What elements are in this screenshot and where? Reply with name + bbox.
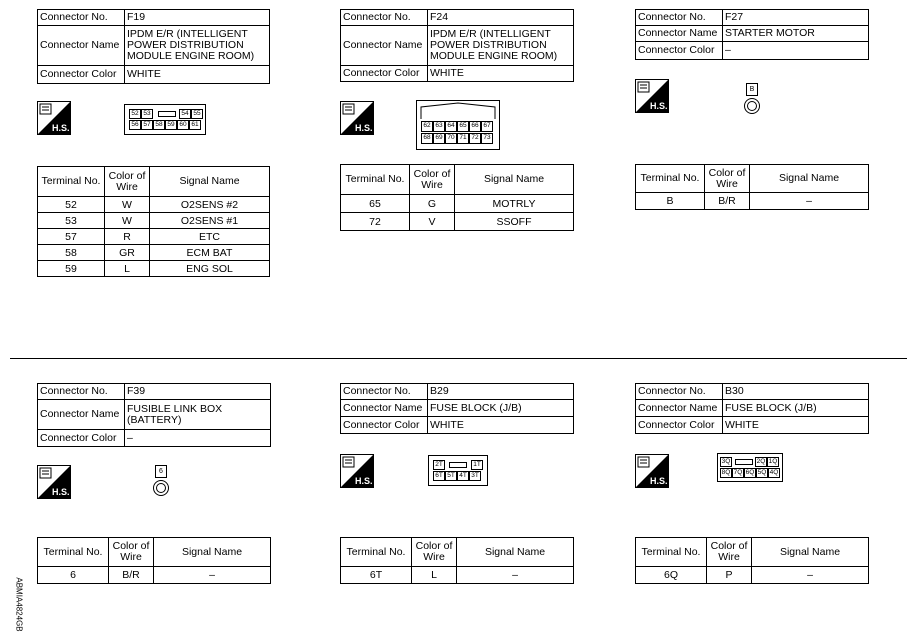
terminal-cell: 6Q: [636, 567, 707, 584]
table-row: [38, 567, 271, 584]
header-color-of-wire: Color of Wire: [707, 538, 752, 567]
header-signal-name: Signal Name: [457, 538, 574, 567]
label-connector-name: Connector Name: [341, 26, 428, 66]
pin-cell: 8Q: [721, 469, 731, 476]
connector-face-diagram: [416, 100, 500, 150]
wire-cell: P: [707, 567, 752, 584]
harness-side-icon: [37, 465, 71, 499]
wire-cell: B/R: [109, 567, 154, 584]
header-signal-name: Signal Name: [455, 165, 574, 195]
terminal-cell: 65: [341, 195, 410, 213]
connector-f24: [340, 9, 576, 239]
pin-cell: 5T: [445, 471, 457, 481]
connector-no-value: F39: [125, 384, 271, 400]
terminal-table: [635, 164, 869, 210]
connector-no-value: F24: [428, 10, 574, 26]
signal-cell: –: [750, 193, 869, 210]
wire-cell: W: [105, 213, 150, 229]
connector-info-table: [37, 9, 270, 84]
connector-b30: [635, 383, 871, 588]
header-color-of-wire: Color of Wire: [412, 538, 457, 567]
wire-cell: R: [105, 229, 150, 245]
table-row: [341, 567, 574, 584]
label-connector-no: Connector No.: [38, 10, 125, 26]
header-color-of-wire: Color of Wire: [105, 167, 150, 197]
harness-side-icon: [340, 454, 374, 488]
connector-housing-outline: [417, 101, 499, 121]
connector-face-diagram: [124, 104, 206, 135]
pin-cell: 59: [165, 120, 177, 130]
terminal-stud-diagram: [742, 83, 762, 114]
terminal-cell: 53: [38, 213, 105, 229]
header-signal-name: Signal Name: [750, 165, 869, 193]
pin-cell: 61: [189, 120, 201, 130]
terminal-table: [37, 537, 271, 584]
svg-text:H.S.: H.S.: [650, 101, 668, 111]
wire-cell: G: [410, 195, 455, 213]
pin-cell: 4T: [457, 471, 469, 481]
connector-color-value: WHITE: [723, 417, 869, 434]
pin-cell: 69: [433, 133, 445, 144]
connector-info-table: [635, 383, 869, 434]
header-terminal-no: Terminal No.: [38, 167, 105, 197]
connector-info-table: [37, 383, 271, 447]
terminal-stud-diagram: [151, 465, 171, 496]
connector-name-value: FUSE BLOCK (J/B): [428, 400, 574, 417]
figure-code: ABMIA4824GB: [14, 577, 24, 632]
table-row: [38, 229, 270, 245]
pin-cell: 58: [153, 120, 165, 130]
connector-f19: [37, 9, 272, 284]
label-connector-color: Connector Color: [341, 417, 428, 434]
terminal-table: [340, 164, 574, 231]
connector-color-value: WHITE: [428, 417, 574, 434]
pin-cell: 6Q: [745, 469, 755, 476]
svg-text:H.S.: H.S.: [355, 123, 373, 133]
wire-cell: GR: [105, 245, 150, 261]
svg-text:H.S.: H.S.: [355, 476, 373, 486]
connector-color-value: WHITE: [428, 66, 574, 82]
wire-cell: W: [105, 197, 150, 213]
pin-cell: 57: [141, 120, 153, 130]
label-connector-color: Connector Color: [636, 42, 723, 60]
terminal-cell: 72: [341, 213, 410, 231]
pin-cell: 1Q: [768, 458, 778, 465]
pin-cell: 67: [481, 121, 493, 132]
connector-no-value: F19: [125, 10, 270, 26]
table-row: [636, 193, 869, 210]
pin-cell: 73: [481, 133, 493, 144]
stud-label: 6: [155, 465, 167, 478]
harness-side-icon: [340, 101, 374, 135]
signal-cell: ENG SOL: [150, 261, 270, 277]
connector-name-value: FUSIBLE LINK BOX (BATTERY): [125, 400, 271, 430]
table-row: [38, 245, 270, 261]
label-connector-color: Connector Color: [38, 430, 125, 447]
pin-cell: 60: [177, 120, 189, 130]
connector-no-value: B30: [723, 384, 869, 400]
connector-name-value: IPDM E/R (INTELLIGENT POWER DISTRIBUTION MODULE ENGINE ROOM): [428, 26, 574, 66]
header-terminal-no: Terminal No.: [341, 538, 412, 567]
pin-cell: 3T: [469, 471, 481, 481]
header-signal-name: Signal Name: [752, 538, 869, 567]
header-color-of-wire: Color of Wire: [109, 538, 154, 567]
connector-info-table: [635, 9, 869, 60]
connector-color-value: –: [723, 42, 869, 60]
connector-no-value: F27: [723, 10, 869, 26]
label-connector-color: Connector Color: [636, 417, 723, 434]
connector-face-diagram: [428, 455, 488, 486]
signal-cell: –: [457, 567, 574, 584]
header-terminal-no: Terminal No.: [38, 538, 109, 567]
connector-info-table: [340, 9, 574, 82]
pin-cell: 72: [469, 133, 481, 144]
harness-side-icon: [635, 454, 669, 488]
header-signal-name: Signal Name: [154, 538, 271, 567]
label-connector-name: Connector Name: [636, 400, 723, 417]
terminal-cell: 57: [38, 229, 105, 245]
label-connector-no: Connector No.: [341, 10, 428, 26]
label-connector-name: Connector Name: [636, 26, 723, 42]
key-slot: [449, 462, 467, 468]
label-connector-color: Connector Color: [341, 66, 428, 82]
label-connector-no: Connector No.: [341, 384, 428, 400]
harness-side-icon: [635, 79, 669, 113]
signal-cell: –: [752, 567, 869, 584]
label-connector-name: Connector Name: [38, 400, 125, 430]
table-row: [341, 195, 574, 213]
connector-f27: [635, 9, 871, 214]
terminal-cell: 6: [38, 567, 109, 584]
harness-side-icon: [37, 101, 71, 135]
signal-cell: –: [154, 567, 271, 584]
terminal-table: [37, 166, 270, 277]
pin-cell: 55: [191, 109, 203, 119]
stud-ring-icon: [153, 480, 169, 496]
pin-cell: 52: [129, 109, 141, 119]
terminal-cell: 59: [38, 261, 105, 277]
svg-text:H.S.: H.S.: [52, 487, 70, 497]
signal-cell: ETC: [150, 229, 270, 245]
label-connector-color: Connector Color: [38, 66, 125, 84]
signal-cell: O2SENS #1: [150, 213, 270, 229]
section-divider: [10, 358, 907, 359]
pin-cell: 66: [469, 121, 481, 132]
wire-cell: L: [105, 261, 150, 277]
connector-b29: [340, 383, 576, 588]
connector-face-diagram: [717, 453, 783, 482]
key-slot: [735, 459, 753, 465]
pin-cell: 62: [421, 121, 433, 132]
connector-name-value: STARTER MOTOR: [723, 26, 869, 42]
header-signal-name: Signal Name: [150, 167, 270, 197]
connector-info-table: [340, 383, 574, 434]
table-row: [636, 567, 869, 584]
pin-cell: 65: [457, 121, 469, 132]
signal-cell: ECM BAT: [150, 245, 270, 261]
terminal-cell: 58: [38, 245, 105, 261]
pin-cell: 3Q: [721, 458, 731, 465]
table-row: [38, 197, 270, 213]
stud-ring-icon: [744, 98, 760, 114]
terminal-cell: B: [636, 193, 705, 210]
pin-cell: 70: [445, 133, 457, 144]
table-row: [38, 213, 270, 229]
pin-cell: 56: [129, 120, 141, 130]
pin-cell: 2T: [433, 460, 445, 470]
table-row: [38, 261, 270, 277]
header-terminal-no: Terminal No.: [341, 165, 410, 195]
pin-cell: 71: [457, 133, 469, 144]
signal-cell: O2SENS #2: [150, 197, 270, 213]
connector-no-value: B29: [428, 384, 574, 400]
connector-color-value: WHITE: [125, 66, 270, 84]
wire-cell: V: [410, 213, 455, 231]
header-color-of-wire: Color of Wire: [410, 165, 455, 195]
label-connector-name: Connector Name: [38, 26, 125, 66]
label-connector-no: Connector No.: [636, 10, 723, 26]
table-row: [341, 213, 574, 231]
stud-label: B: [746, 83, 758, 96]
wire-cell: L: [412, 567, 457, 584]
svg-text:H.S.: H.S.: [650, 476, 668, 486]
label-connector-no: Connector No.: [636, 384, 723, 400]
pin-cell: 64: [445, 121, 457, 132]
connector-f39: [37, 383, 273, 588]
signal-cell: MOTRLY: [455, 195, 574, 213]
svg-text:H.S.: H.S.: [52, 123, 70, 133]
connector-name-value: FUSE BLOCK (J/B): [723, 400, 869, 417]
pin-cell: 4Q: [769, 469, 779, 476]
pin-cell: 7Q: [733, 469, 743, 476]
header-terminal-no: Terminal No.: [636, 165, 705, 193]
wire-cell: B/R: [705, 193, 750, 210]
pin-cell: 68: [421, 133, 433, 144]
pin-cell: 63: [433, 121, 445, 132]
key-slot: [158, 111, 176, 117]
terminal-cell: 52: [38, 197, 105, 213]
pin-cell: 1T: [471, 460, 483, 470]
pin-cell: 6T: [433, 471, 445, 481]
terminal-table: [340, 537, 574, 584]
pin-cell: 54: [179, 109, 191, 119]
pin-cell: 2Q: [756, 458, 766, 465]
label-connector-no: Connector No.: [38, 384, 125, 400]
terminal-cell: 6T: [341, 567, 412, 584]
header-color-of-wire: Color of Wire: [705, 165, 750, 193]
connector-name-value: IPDM E/R (INTELLIGENT POWER DISTRIBUTION MODULE ENGINE ROOM): [125, 26, 270, 66]
header-terminal-no: Terminal No.: [636, 538, 707, 567]
pin-cell: 5Q: [757, 469, 767, 476]
connector-color-value: –: [125, 430, 271, 447]
label-connector-name: Connector Name: [341, 400, 428, 417]
pin-cell: 53: [141, 109, 153, 119]
terminal-table: [635, 537, 869, 584]
signal-cell: SSOFF: [455, 213, 574, 231]
